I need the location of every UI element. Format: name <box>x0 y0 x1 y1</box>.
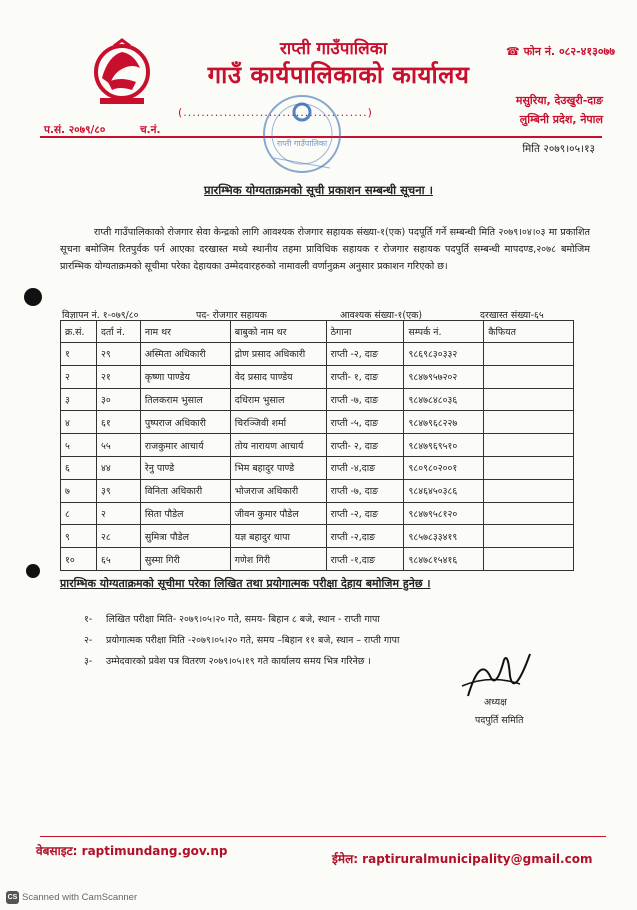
table-cell: ८ <box>61 502 97 525</box>
table-cell: कृष्णा पाण्डेय <box>140 365 230 388</box>
table-cell <box>484 365 574 388</box>
table-cell: अस्मिता अधिकारी <box>140 343 230 366</box>
table-cell: २ <box>96 502 140 525</box>
footer-divider <box>40 836 606 837</box>
column-header: क्र.सं. <box>61 321 97 343</box>
table-cell: २९ <box>96 343 140 366</box>
table-cell: ४४ <box>96 456 140 479</box>
punch-hole-mark <box>26 564 40 578</box>
table-cell: राप्ती -१,दाङ <box>326 548 404 571</box>
table-cell: ९८४७८४८०३६ <box>404 388 484 411</box>
table-cell: सुमित्रा पौडेल <box>140 525 230 548</box>
list-number: २- <box>84 635 93 646</box>
list-number: १- <box>84 614 93 625</box>
application-count: दरखास्त संख्या-६५ <box>480 310 544 321</box>
table-cell: ९ <box>61 525 97 548</box>
signatory-role: अध्यक्ष <box>484 697 507 708</box>
table-cell: पुष्पराज अधिकारी <box>140 411 230 434</box>
table-cell <box>484 343 574 366</box>
candidate-table <box>60 320 574 571</box>
table-cell: ९८४६४५०३८६ <box>404 479 484 502</box>
footer-email: ईमेल: raptiruralmunicipality@gmail.com <box>332 852 593 866</box>
list-text: उम्मेदवारको प्रवेश पत्र वितरण २०७९।०५।१९ गते कार्यालय समय भित्र गरिनेछ । <box>106 656 371 667</box>
table-cell: ९८४७८१५४१६ <box>404 548 484 571</box>
table-cell: राप्ती -२, दाङ <box>326 343 404 366</box>
letter-date: मिति २०७९।०५।१३ <box>522 143 595 155</box>
table-cell: रेनु पाण्डे <box>140 456 230 479</box>
footer-website: वेबसाइट: raptimundang.gov.np <box>36 844 228 858</box>
table-cell: राप्ती- २, दाङ <box>326 434 404 457</box>
phone-number: ☎ फोन नं. ०८२-४१३०७७ <box>506 45 615 58</box>
table-cell: तिलकराम भुसाल <box>140 388 230 411</box>
table-cell: ९८४७९५८१२० <box>404 502 484 525</box>
table-cell: ५ <box>61 434 97 457</box>
table-cell: राप्ती -४,दाङ <box>326 456 404 479</box>
office-title: गाउँ कार्यपालिकाको कार्यालय <box>207 61 470 89</box>
table-cell: ३९ <box>96 479 140 502</box>
table-cell: द्रोण प्रसाद अधिकारी <box>230 343 326 366</box>
table-row <box>61 411 574 434</box>
table-cell: २ <box>61 365 97 388</box>
table-row <box>61 434 574 457</box>
advert-number: विज्ञापन नं. १-०७९/८० <box>62 310 139 321</box>
table-header-row <box>61 321 574 343</box>
table-cell: ९८४७९६९५१० <box>404 434 484 457</box>
table-cell <box>484 525 574 548</box>
table-cell: राप्ती -५, दाङ <box>326 411 404 434</box>
table-row <box>61 365 574 388</box>
required-count: आवश्यक संख्या-१(एक) <box>340 310 423 321</box>
table-cell: १० <box>61 548 97 571</box>
reference-number: प.सं. २०७९/८० <box>44 124 106 136</box>
table-cell: वेद प्रसाद पाण्डेय <box>230 365 326 388</box>
table-row <box>61 479 574 502</box>
table-cell: ६१ <box>96 411 140 434</box>
notice-title: प्रारम्भिक योग्यताक्रमको सूची प्रकाशन सम्बन्धी सूचना । <box>204 183 433 197</box>
address-line-1: मसुरिया, देउखुरी-दाङ <box>515 94 603 107</box>
table-cell: राप्ती -७, दाङ <box>326 388 404 411</box>
list-text: लिखित परीक्षा मिति- २०७९।०५।२० गते, समय- बिहान ८ बजे, स्थान - राप्ती गापा <box>106 614 380 625</box>
table-cell <box>484 502 574 525</box>
table-cell: ९८४७९६८२२७ <box>404 411 484 434</box>
table-row <box>61 388 574 411</box>
table-cell: चिरञ्जिवी शर्मा <box>230 411 326 434</box>
table-row <box>61 548 574 571</box>
list-number: ३- <box>84 656 93 667</box>
column-header: ठेगाना <box>326 321 404 343</box>
table-cell <box>484 548 574 571</box>
table-cell: ३० <box>96 388 140 411</box>
table-cell: राप्ती -२,दाङ <box>326 525 404 548</box>
list-text: प्रयोगात्मक परीक्षा मिति -२०७९।०५।२० गते, समय –बिहान ११ बजे, स्थान – राप्ती गापा <box>106 635 400 646</box>
dispatch-number: च.नं. <box>140 124 161 136</box>
office-subtitle: राप्ती गाउँपालिका <box>279 39 388 59</box>
table-cell: भिम बहादुर पाण्डे <box>230 456 326 479</box>
table-cell: ९८४७९५७२०२ <box>404 365 484 388</box>
table-cell <box>484 434 574 457</box>
table-row <box>61 502 574 525</box>
table-cell: ४ <box>61 411 97 434</box>
table-cell <box>484 388 574 411</box>
table-cell: ६ <box>61 456 97 479</box>
scanner-watermark <box>6 891 137 904</box>
table-cell: २१ <box>96 365 140 388</box>
table-cell: ६५ <box>96 548 140 571</box>
column-header: बाबुको नाम थर <box>230 321 326 343</box>
table-cell: ५५ <box>96 434 140 457</box>
list-item <box>84 609 564 630</box>
address-line-2: लुम्बिनी प्रदेश, नेपाल <box>519 113 603 126</box>
table-cell: गणेश गिरी <box>230 548 326 571</box>
table-cell: ९८५७८३३४१९ <box>404 525 484 548</box>
table-cell: सुस्मा गिरी <box>140 548 230 571</box>
table-cell: विनिता अधिकारी <box>140 479 230 502</box>
table-cell: राप्ती -७, दाङ <box>326 479 404 502</box>
table-cell: राजकुमार आचार्य <box>140 434 230 457</box>
column-header: नाम थर <box>140 321 230 343</box>
table-cell: १ <box>61 343 97 366</box>
exam-section-title: प्रारम्भिक योग्यताक्रमको सूचीमा परेका लिखित तथा प्रयोगात्मक परीक्षा देहाय बमोजिम हुनेछ । <box>60 577 431 590</box>
table-cell: सिता पौडेल <box>140 502 230 525</box>
table-row <box>61 343 574 366</box>
post-name: पद- रोजगार सहायक <box>196 310 267 321</box>
column-header: दर्ता नं. <box>96 321 140 343</box>
column-header: सम्पर्क नं. <box>404 321 484 343</box>
office-stamp-icon <box>254 88 350 180</box>
table-row <box>61 525 574 548</box>
table-cell: जीवन कुमार पौडेल <box>230 502 326 525</box>
signatory-committee: पदपुर्ति समिति <box>475 715 524 726</box>
table-cell: २८ <box>96 525 140 548</box>
table-cell: तोय नारायण आचार्य <box>230 434 326 457</box>
svg-text:राप्ती गाउँपालिका: राप्ती गाउँपालिका <box>276 139 328 148</box>
column-header: कैफियत <box>484 321 574 343</box>
dotted-placeholder: (.........................................) <box>178 106 373 119</box>
table-cell: राप्ती -२, दाङ <box>326 502 404 525</box>
table-cell <box>484 479 574 502</box>
table-cell: यज्ञ बहादुर थापा <box>230 525 326 548</box>
scanner-text: Scanned with CamScanner <box>22 892 138 904</box>
table-cell <box>484 411 574 434</box>
camscanner-icon: CS <box>6 891 19 904</box>
table-cell <box>484 456 574 479</box>
punch-hole-mark <box>24 288 42 306</box>
table-cell: भोजराज अधिकारी <box>230 479 326 502</box>
table-cell: ३ <box>61 388 97 411</box>
table-row <box>61 456 574 479</box>
table-cell: दधिराम भुसाल <box>230 388 326 411</box>
table-cell: राप्ती- १, दाङ <box>326 365 404 388</box>
notice-paragraph: राप्ती गाउँपालिकाको रोजगार सेवा केन्द्रको लागि आवश्यक रोजगार सहायक संख्या-१(एक) पदपूर्ति गर्ने सम्बन्धी मिति २०७९।०४।०३ मा प्रकाशित सूचना बमोजिम रितपुर्वक पर्न आएका दरखास्त मध्ये स्थानीय तहमा प्राविधिक सहायक र रोजगार सहायक पदपुर्ति सम्बन्धी मापदण्ड,२०७८ बमोजिम प्रारम्भिक योग्यताक्रमको सूचीमा परेका देहायका उम्मेदवारहरुको नामावली वर्णानुक्रम अनुसार प्रकाशन गरिएको छ। <box>60 227 590 272</box>
table-cell: ९८६९८३०३३२ <box>404 343 484 366</box>
table-cell: ७ <box>61 479 97 502</box>
table-cell: ९८०९८०२००१ <box>404 456 484 479</box>
